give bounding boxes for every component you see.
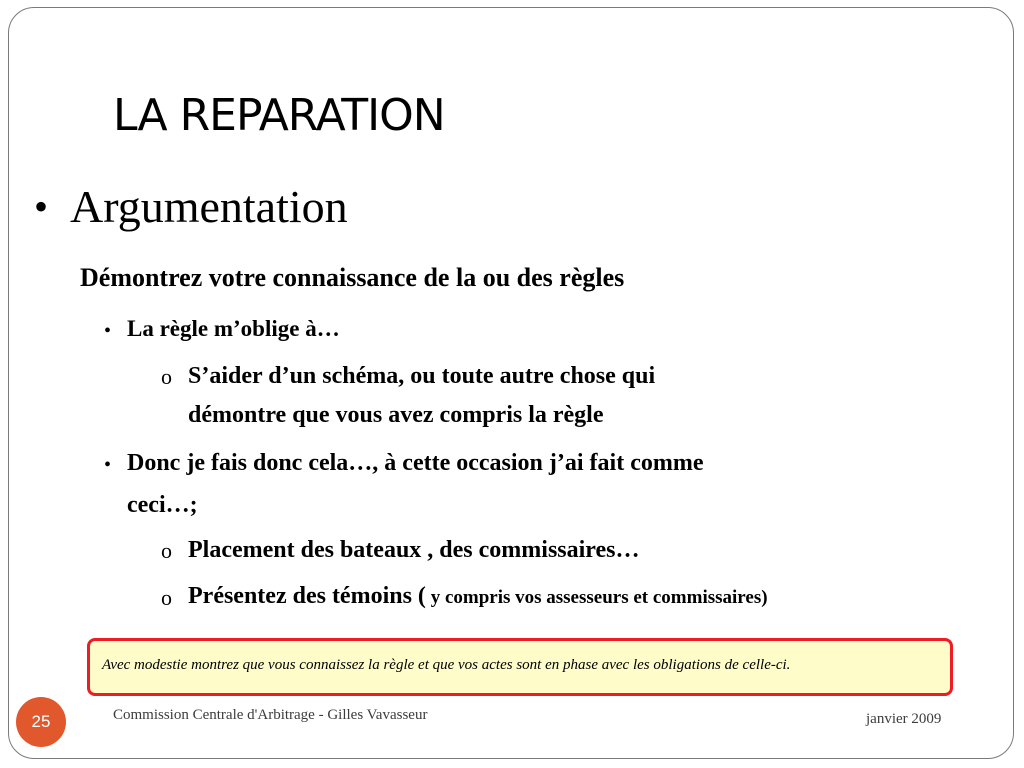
sub-bullet-item-5: o [161,585,172,610]
item-donc-line1: Donc je fais donc cela…, à cette occasion j’ai fait comme [127,450,704,476]
item-donc-line2: ceci…; [127,492,198,518]
note-text: Avec modestie montrez que vous connaissez la règle et que vos actes sont en phase avec les obligations de celle-ci. [102,657,791,673]
bullet-level1: • [34,184,49,229]
heading-argumentation: Argumentation [70,181,348,232]
item-temoins [188,577,768,617]
footer-author: Commission Centrale d'Arbitrage - Gilles Vavasseur [113,707,428,723]
sub-bullet-item-2: o [161,364,172,389]
page-number-badge: 25 [16,697,66,747]
subheading-rules: Démontrez votre connaissance de la ou des règles [80,263,625,292]
footer-date: janvier 2009 [866,711,942,727]
item-schema-line1: S’aider d’un schéma, ou toute autre chose qui [188,363,656,389]
sub-bullet-item-4: o [161,538,172,563]
slide-title: LA REPARATION [113,90,445,141]
item-regle-oblige: La règle m’oblige à… [127,316,340,341]
item-schema-line2: démontre que vous avez compris la règle [188,402,604,428]
note-box [87,638,953,696]
item-temoins-main: Présentez des témoins ( [188,583,426,609]
item-temoins-detail: y compris vos assesseurs et commissaires) [425,587,768,608]
item-placement: Placement des bateaux , des commissaires… [188,537,640,563]
bullet-item-3: • [104,454,112,476]
bullet-item-1: • [104,320,112,342]
